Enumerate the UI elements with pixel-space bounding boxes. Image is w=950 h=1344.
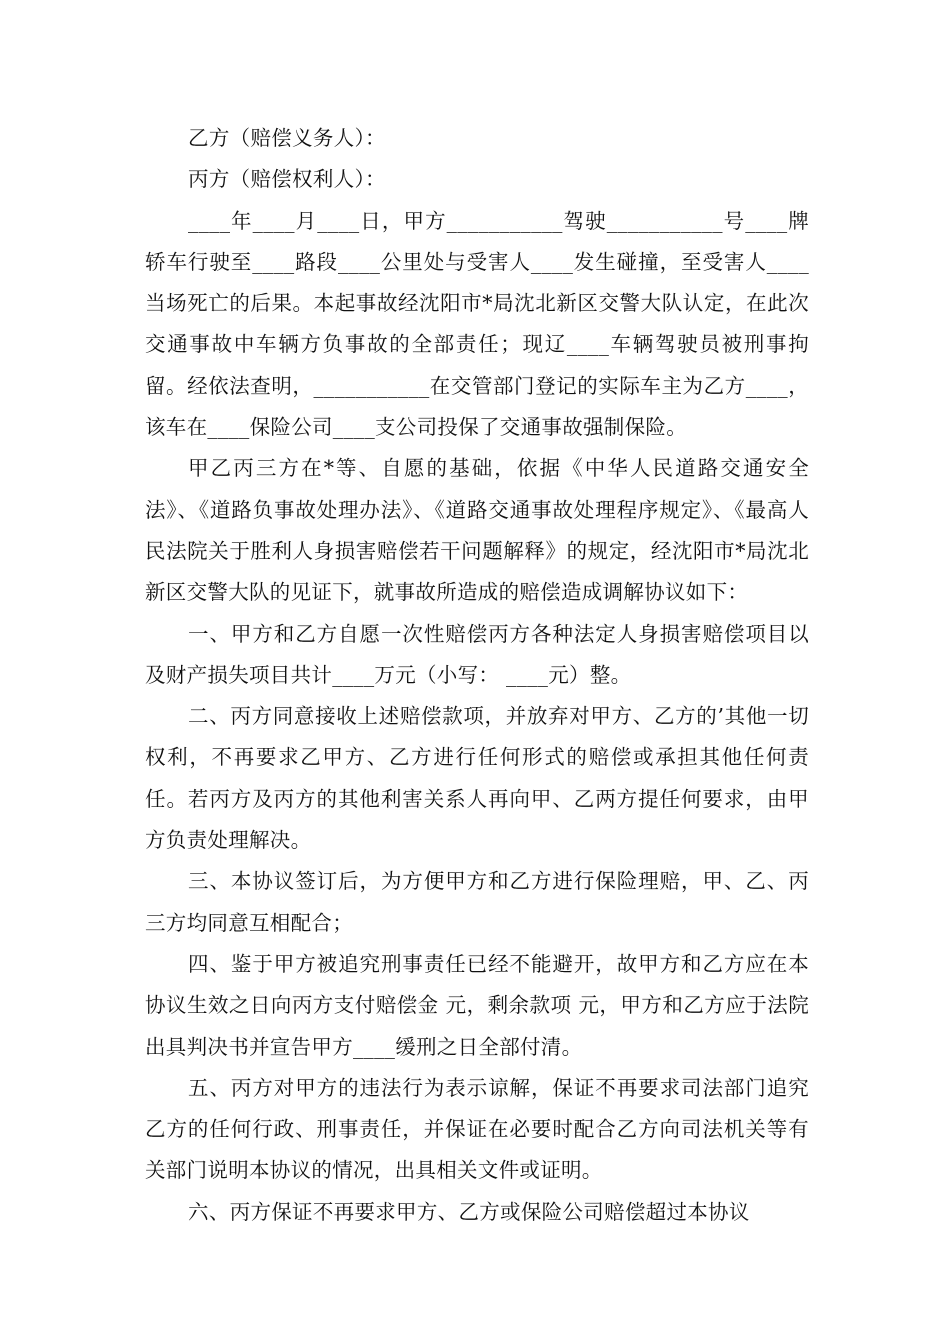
paragraph-party-c: 丙方（赔偿权利人）： bbox=[188, 167, 386, 192]
paragraph-party-b: 乙方（赔偿义务人）： bbox=[188, 126, 386, 150]
paragraph-clause-3: 三、本协议签订后，为方便甲方和乙方进行保险理赔，甲、乙、丙三方均同意互相配合； bbox=[145, 869, 809, 935]
document-page bbox=[145, 118, 809, 1233]
paragraph-clause-2: 二、丙方同意接收上述赔偿款项，并放弃对甲方、乙方的’其他一切权利，不再要求乙甲方、乙方进行任何形式的赔偿或承担其他任何责任。若丙方及丙方的其他利害关系人再向甲、乙两方提任何要求，由甲方负责处理解决。 bbox=[145, 704, 809, 853]
paragraph-clause-5: 五、丙方对甲方的违法行为表示谅解，保证不再要求司法部门追究乙方的任何行政、刑事责任，并保证在必要时配合乙方向司法机关等有关部门说明本协议的情况，出具相关文件或证明。 bbox=[145, 1075, 809, 1183]
paragraph-clause-1: 一、甲方和乙方自愿一次性赔偿丙方各种法定人身损害赔偿项目以及财产损失项目共计____万元（小写： ____元）整。 bbox=[145, 621, 809, 687]
paragraph-clause-4: 四、鉴于甲方被追究刑事责任已经不能避开，故甲方和乙方应在本协议生效之日向丙方支付赔偿金 元，剩余款项 元，甲方和乙方应于法院出具判决书并宣告甲方____缓刑之日全部付清。 bbox=[145, 951, 809, 1059]
paragraph-legal-basis: 甲乙丙三方在*等、自愿的基础，依据《中华人民道路交通安全法》、《道路负事故处理办法》、《道路交通事故处理程序规定》、《最高人民法院关于胜利人身损害赔偿若干问题解释》的规定，经沈阳市*局沈北新区交警大队的见证下，就事故所造成的赔偿造成调解协议如下： bbox=[145, 456, 809, 605]
paragraph-accident-facts: ____年____月____日，甲方___________驾驶___________号____牌轿车行驶至____路段____公里处与受害人____发生碰撞，至受害人____当场死亡的后果。本起事故经沈阳市*局沈北新区交警大队认定，在此次交通事故中车辆方负事故的全部责任；现辽____车辆驾驶员被刑事拘留。经依法查明，___________在交管部门登记的实际车主为乙方____，该车在____保险公司____支公司投保了交通事故强制保险。 bbox=[145, 208, 809, 440]
paragraph-clause-6: 六、丙方保证不再要求甲方、乙方或保险公司赔偿超过本协议 bbox=[188, 1199, 750, 1224]
